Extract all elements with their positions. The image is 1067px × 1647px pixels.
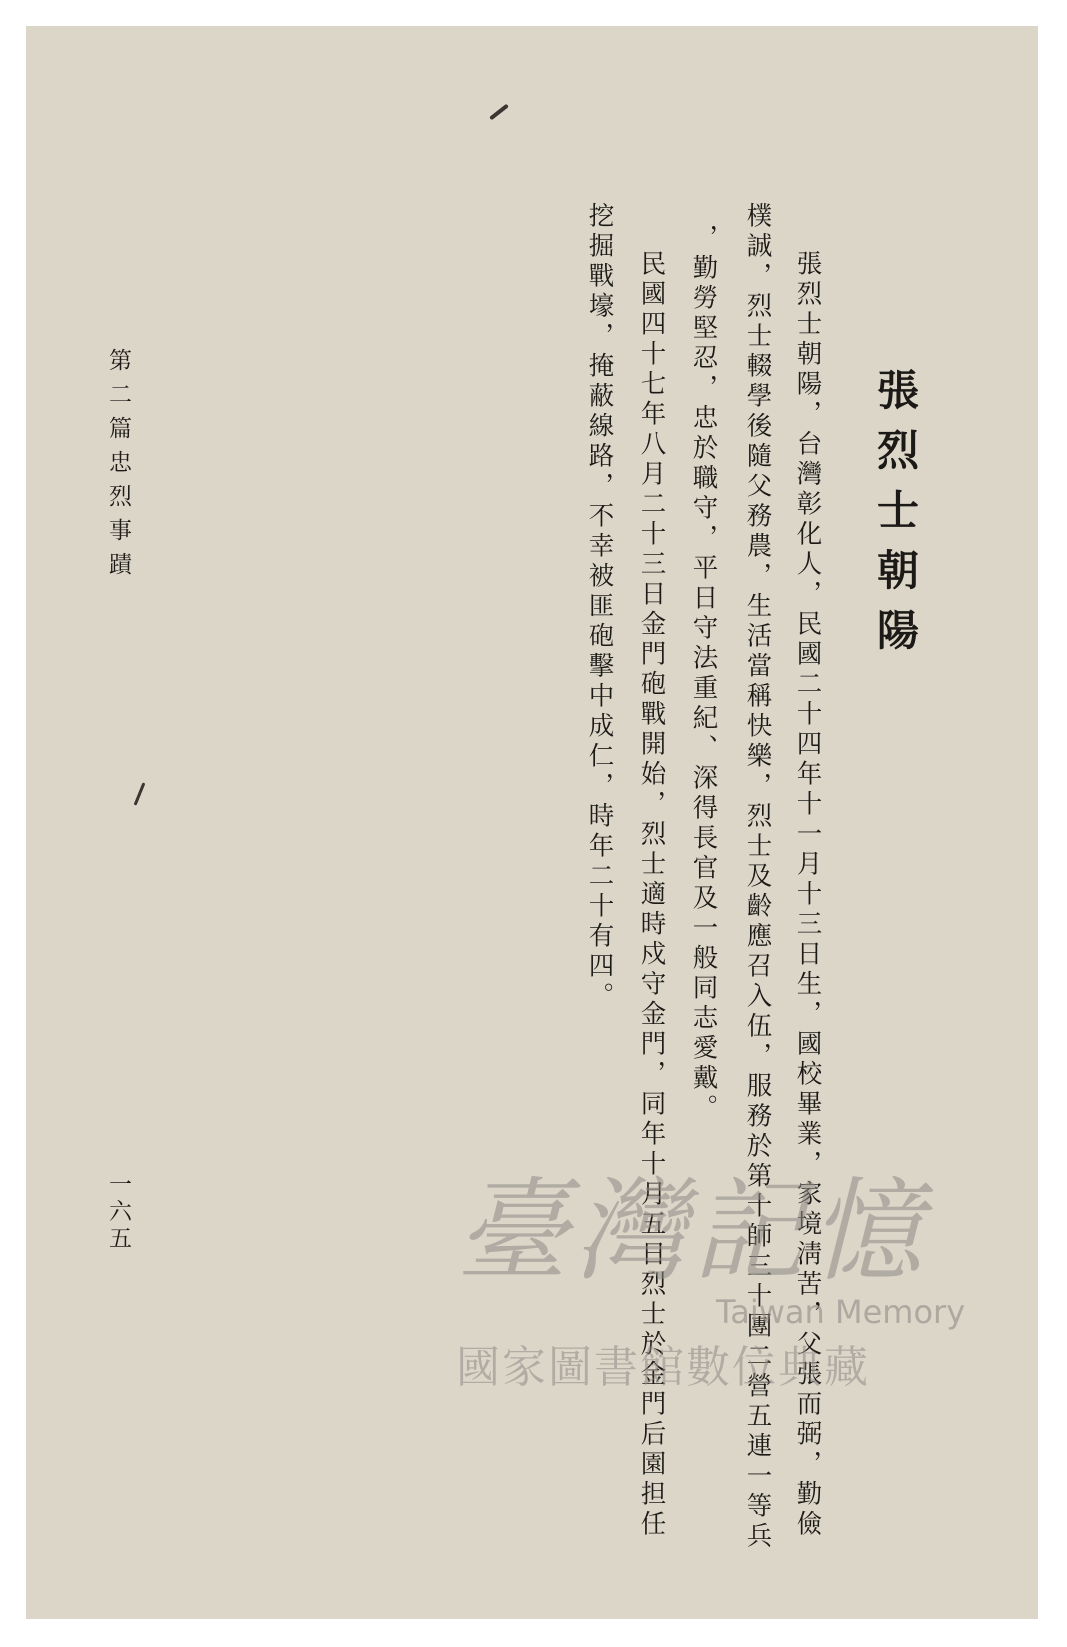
watermark-english: Taiwan Memory — [716, 1293, 966, 1331]
ink-speck — [489, 104, 509, 121]
watermark-chinese: 國家圖書館數位典藏 — [456, 1342, 870, 1393]
body-line-4: 民國四十七年八月二十三日金門砲戰開始，烈士適時戍守金門，同年十月五日烈士於金門后園担任 — [636, 250, 667, 1540]
body-line-5: 挖掘戰壕，掩蔽線路，不幸被匪砲擊中成仁，時年二十有四。 — [584, 202, 615, 1012]
ink-speck — [134, 782, 146, 805]
body-line-2: 樸誠，烈士輟學後隨父務農，生活當稱快樂，烈士及齡應召入伍，服務於第十師三十團二營五連一等兵 — [742, 202, 773, 1552]
chapter-heading: 第二篇忠烈事蹟 — [105, 348, 131, 586]
watermark-calligraphy: 臺灣記憶 — [456, 1167, 928, 1297]
document-page — [26, 26, 1038, 1619]
body-line-3: ，勤勞堅忍，忠於職守，平日守法重紀、深得長官及一般同志愛戴。 — [688, 224, 719, 1124]
page-title: 張烈士朝陽 — [871, 368, 920, 668]
body-line-1: 張烈士朝陽，台灣彰化人，民國二十四年十一月十三日生，國校畢業，家境淸苦，父張而弼，勤儉 — [792, 250, 823, 1540]
page-number: 一六五 — [105, 1172, 131, 1253]
